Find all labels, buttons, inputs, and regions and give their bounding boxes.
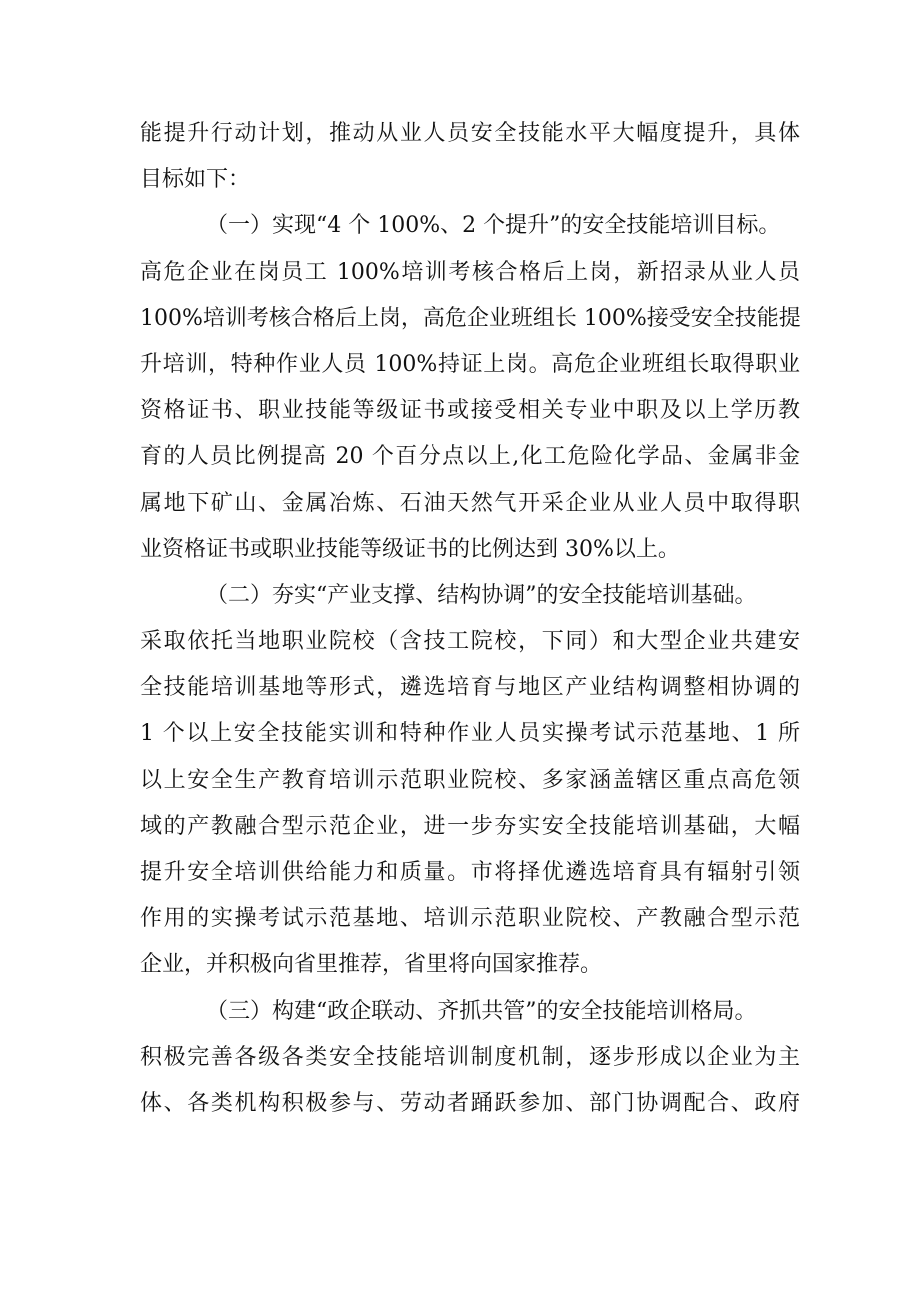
text-line: 能提升行动计划，推动从业人员安全技能水平大幅度提升，具体	[140, 121, 800, 146]
text-line: 业资格证书或职业技能等级证书的比例达到 30%以上。	[140, 536, 680, 562]
text-line: 积极完善各级各类安全技能培训制度机制，逐步形成以企业为主	[140, 1044, 800, 1070]
text-line: 域的产教融合型示范企业，进一步夯实安全技能培训基础，大幅	[140, 813, 800, 839]
text-line: 100%培训考核合格后上岗，高危企业班组长 100%接受安全技能提	[140, 305, 801, 331]
text-line: 育的人员比例提高 20 个百分点以上,化工危险化学品、金属非金	[140, 444, 800, 470]
text-line: 作用的实操考试示范基地、培训示范职业院校、产教融合型示范	[140, 906, 800, 932]
text-line: 采取依托当地职业院校（含技工院校，下同）和大型企业共建安	[140, 629, 800, 655]
text-line: 升培训，特种作业人员 100%持证上岗。高危企业班组长取得职业	[140, 351, 800, 377]
text-line: 1 个以上安全技能实训和特种作业人员实操考试示范基地、1 所	[140, 721, 800, 747]
document-body	[140, 111, 800, 1127]
section-heading-3: （三）构建“政企联动、齐抓共管”的安全技能培训格局。	[206, 998, 757, 1024]
text-line: 全技能培训基地等形式，遴选培育与地区产业结构调整相协调的	[140, 675, 800, 701]
text-line: 资格证书、职业技能等级证书或接受相关专业中职及以上学历教	[140, 398, 800, 424]
text-line: 体、各类机构积极参与、劳动者踊跃参加、部门协调配合、政府	[140, 1090, 800, 1116]
text-line: 目标如下：	[140, 167, 251, 193]
text-line: 以上安全生产教育培训示范职业院校、多家涵盖辖区重点高危领	[140, 767, 800, 793]
text-line: 提升安全培训供给能力和质量。市将择优遴选培育具有辐射引领	[140, 860, 800, 885]
section-heading-2: （二）夯实“产业支撑、结构协调”的安全技能培训基础。	[206, 582, 757, 608]
section-heading-1: （一）实现“4 个 100%、2 个提升”的安全技能培训目标。	[206, 213, 781, 239]
text-line: 高危企业在岗员工 100%培训考核合格后上岗，新招录从业人员	[140, 259, 800, 285]
text-line: 企业，并积极向省里推荐，省里将向国家推荐。	[140, 952, 603, 978]
text-line: 属地下矿山、金属冶炼、石油天然气开采企业从业人员中取得职	[140, 490, 800, 516]
